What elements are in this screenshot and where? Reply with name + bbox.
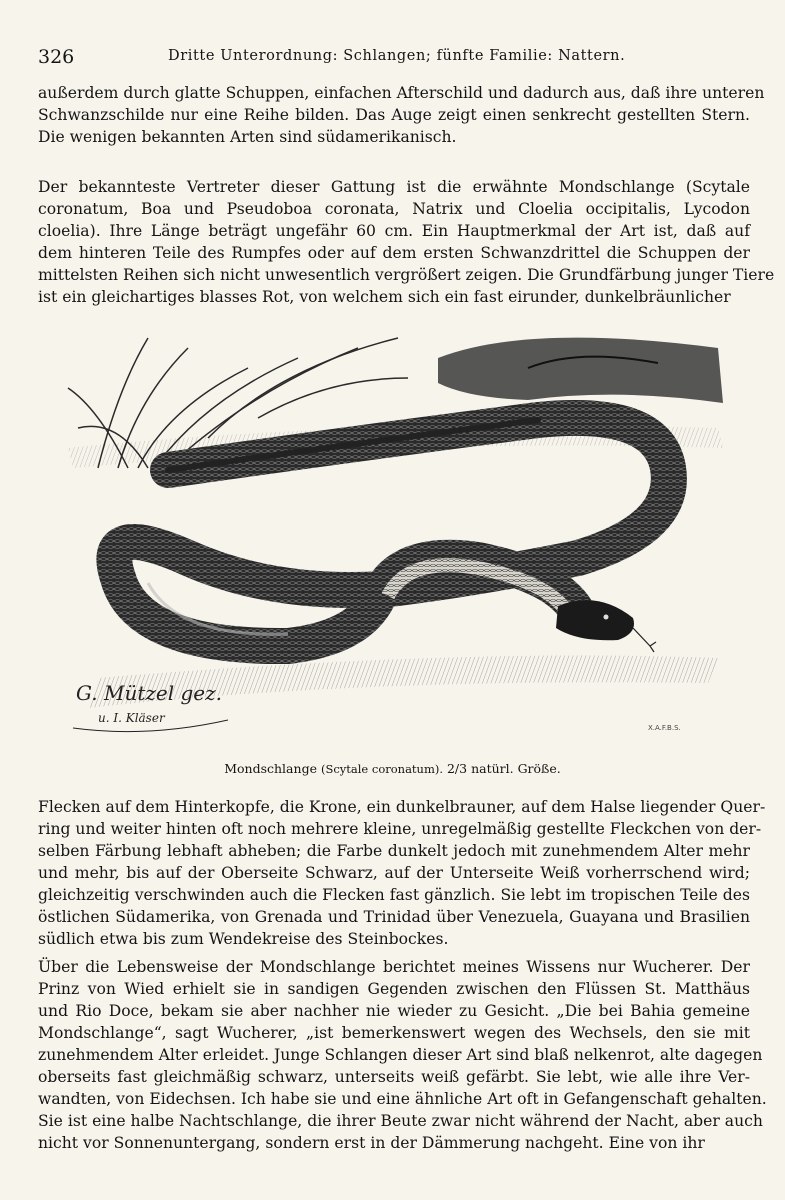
paragraph-1 (38, 82, 765, 148)
text-line: und mehr, bis auf der Oberseite Schwarz, auf der Unterseite Weiß vorherrschend wird; (38, 864, 750, 882)
text-line: coronatum, Boa und Pseudoboa coronata, Natrix und Cloelia occipitalis, Lycodon (38, 200, 750, 218)
text-line: selben Färbung lebhaft abheben; die Farbe dunkelt jedoch mit zunehmendem Alter mehr (38, 842, 750, 860)
text-line: zunehmendem Alter erleidet. Junge Schlangen dieser Art sind blaß nelkenrot, alte dagegen (38, 1046, 763, 1064)
text-line: mittelsten Reihen sich nicht unwesentlich vergrößert zeigen. Die Grundfärbung junger Tiere (38, 266, 775, 284)
text-line: ist ein gleichartiges blasses Rot, von welchem sich ein fast eirunder, dunkelbräunlicher (38, 288, 731, 306)
caption-name: Mondschlange (224, 761, 317, 776)
running-head: Dritte Unterordnung: Schlangen; fünfte Familie: Nattern. (168, 48, 626, 64)
text-line: oberseits fast gleichmäßig schwarz, unterseits weiß gefärbt. Sie lebt, wie alle ihre Ver- (38, 1068, 750, 1086)
text-line: Flecken auf dem Hinterkopfe, die Krone, ein dunkelbrauner, auf dem Halse liegender Quer- (38, 798, 766, 816)
paragraph-4 (38, 956, 767, 1154)
text-line: und Rio Doce, bekam sie aber nachher nie wieder zu Gesicht. „Die bei Bahia gemeine (38, 1002, 750, 1020)
signature-line2: u. I. Kläser (98, 711, 165, 725)
paragraph-2 (38, 176, 775, 308)
text-line: cloelia). Ihre Länge beträgt ungefähr 60 cm. Ein Hauptmerkmal der Art ist, daß auf (38, 222, 750, 240)
caption-scale: 2/3 natürl. Größe. (446, 761, 561, 776)
text-line: dem hinteren Teile des Rumpfes oder auf dem ersten Schwanzdrittel die Schuppen der (38, 244, 750, 262)
text-line: Der bekannteste Vertreter dieser Gattung ist die erwähnte Mondschlange (Scytale (38, 178, 750, 196)
figure-caption (0, 761, 785, 776)
text-line: Prinz von Wied erhielt sie in sandigen Gegenden zwischen den Flüssen St. Matthäus (38, 980, 750, 998)
text-line: südlich etwa bis zum Wendekreise des Steinbockes. (38, 930, 449, 948)
text-line: ring und weiter hinten oft noch mehrere kleine, unregelmäßig gestellte Fleckchen von der- (38, 820, 762, 838)
page-header (38, 46, 747, 68)
mondschlange-engraving (58, 328, 736, 746)
caption-scientific: (Scytale coronatum). (320, 762, 443, 776)
text-line: außerdem durch glatte Schuppen, einfachen Afterschild und dadurch aus, daß ihre unteren (38, 84, 765, 102)
text-line: Sie ist eine halbe Nachtschlange, die ihrer Beute zwar nicht während der Nacht, aber auch (38, 1112, 763, 1130)
signature-line1: G. Mützel gez. (76, 681, 223, 705)
engraver-mark: X.A.F.B.S. (648, 724, 681, 732)
text-line: gleichzeitig verschwinden auch die Flecken fast gänzlich. Sie lebt im tropischen Teile des (38, 886, 750, 904)
text-line: Über die Lebensweise der Mondschlange berichtet meines Wissens nur Wucherer. Der (38, 958, 750, 976)
paragraph-3 (38, 796, 766, 950)
text-line: wandten, von Eidechsen. Ich habe sie und eine ähnliche Art oft in Gefangenschaft gehalten. (38, 1090, 767, 1108)
text-line: Schwanzschilde nur eine Reihe bilden. Das Auge zeigt einen senkrecht gestellten Stern. (38, 106, 750, 124)
text-line: Mondschlange“, sagt Wucherer, „ist bemerkenswert wegen des Wechsels, den sie mit (38, 1024, 750, 1042)
text-line: Die wenigen bekannten Arten sind südamerikanisch. (38, 128, 457, 146)
page-number: 326 (38, 46, 75, 68)
snake-illustration (58, 328, 736, 746)
text-line: östlichen Südamerika, von Grenada und Trinidad über Venezuela, Guayana und Brasilien (38, 908, 750, 926)
text-line: nicht vor Sonnenuntergang, sondern erst in der Dämmerung nachgeht. Eine von ihr (38, 1134, 705, 1152)
